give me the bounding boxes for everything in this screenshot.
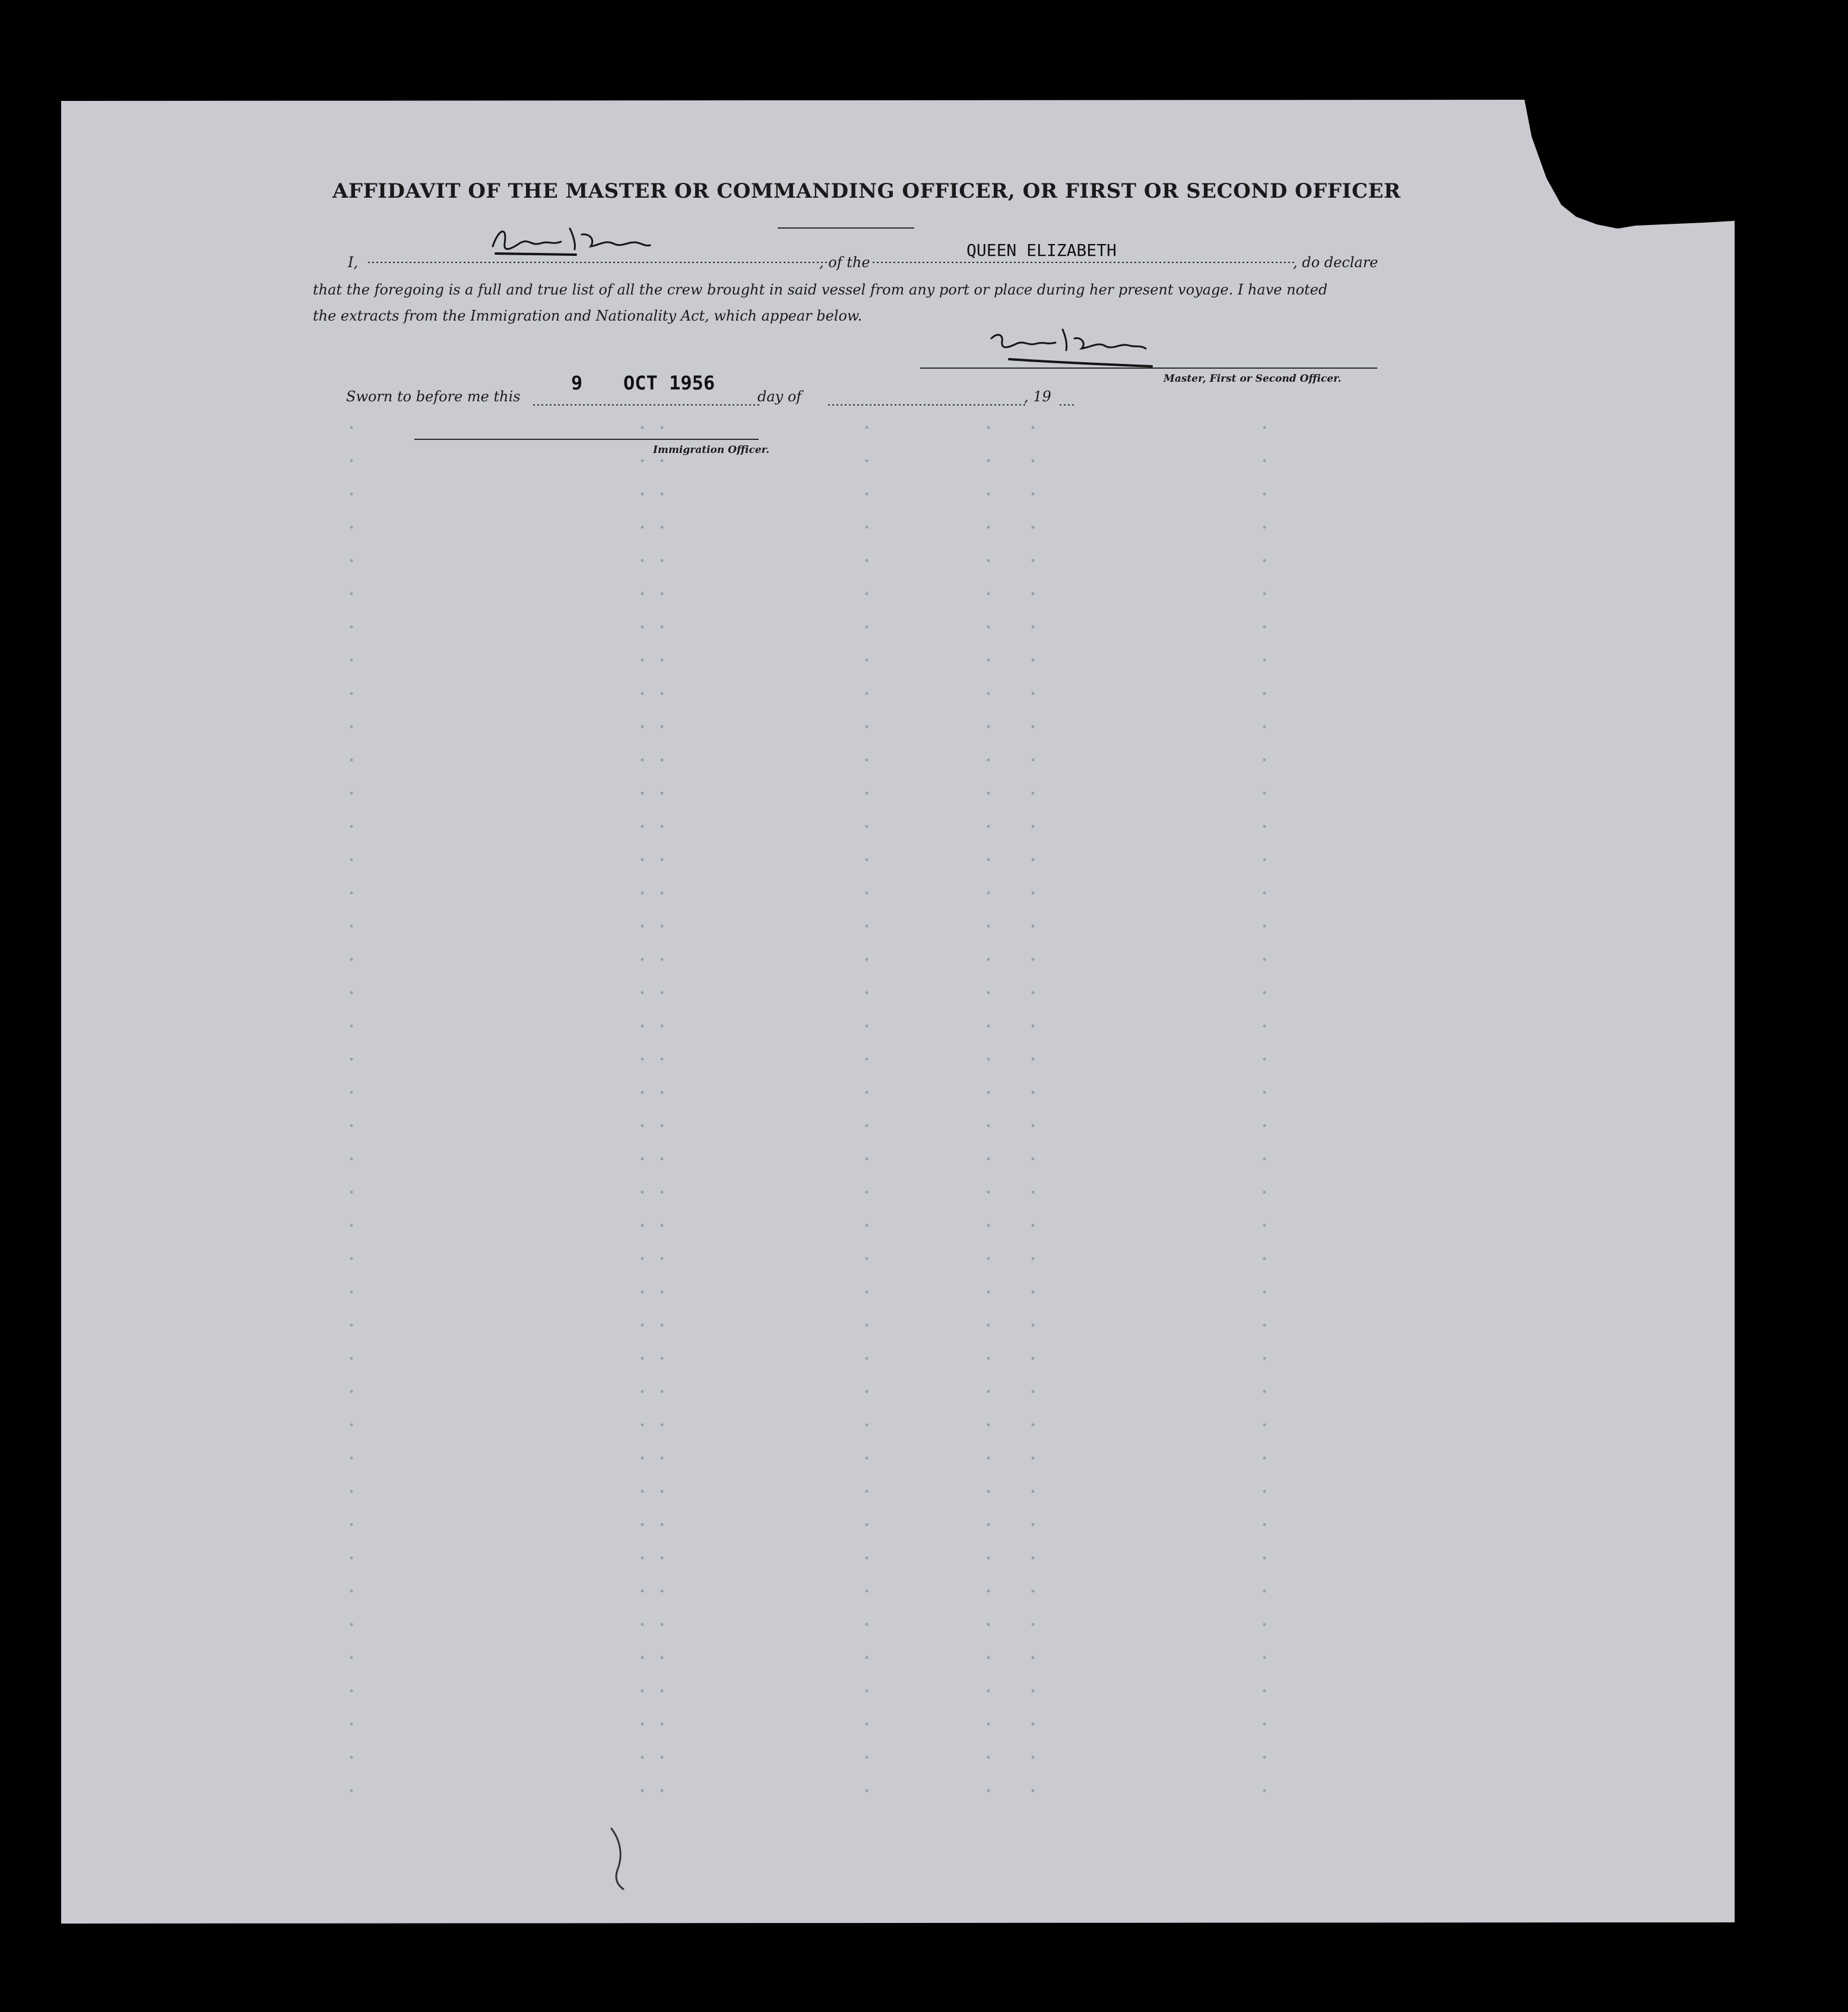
- declaration-line-2: that the foregoing is a full and true list of all the crew brought in said vessel from any port or place during her present voyage. I have noted: [313, 281, 1328, 298]
- master-handwritten-name: [487, 217, 653, 264]
- i-prefix: I,: [348, 254, 359, 271]
- day-of-label: day of: [757, 388, 802, 405]
- pencil-mark: [600, 1823, 635, 1894]
- paper-sheet: [61, 100, 1735, 1924]
- affidavit-heading: AFFIDAVIT OF THE MASTER OR COMMANDING OFFICER, OR FIRST OR SECOND OFFICER: [332, 179, 1401, 203]
- stamp-day: 9: [571, 372, 583, 394]
- of-the-label: , of the: [819, 254, 870, 271]
- master-signature-caption: Master, First or Second Officer.: [1164, 373, 1342, 385]
- immigration-officer-caption: Immigration Officer.: [653, 444, 769, 456]
- master-signature: [974, 318, 1187, 371]
- vessel-name: QUEEN ELIZABETH: [966, 240, 1117, 260]
- do-declare-label: , do declare: [1293, 254, 1378, 271]
- declaration-line-3: the extracts from the Immigration and Nationality Act, which appear below.: [313, 308, 863, 324]
- sworn-prefix: Sworn to before me this: [346, 388, 521, 405]
- year-prefix: , 19: [1024, 388, 1051, 405]
- stamp-date: OCT 1956: [623, 372, 715, 394]
